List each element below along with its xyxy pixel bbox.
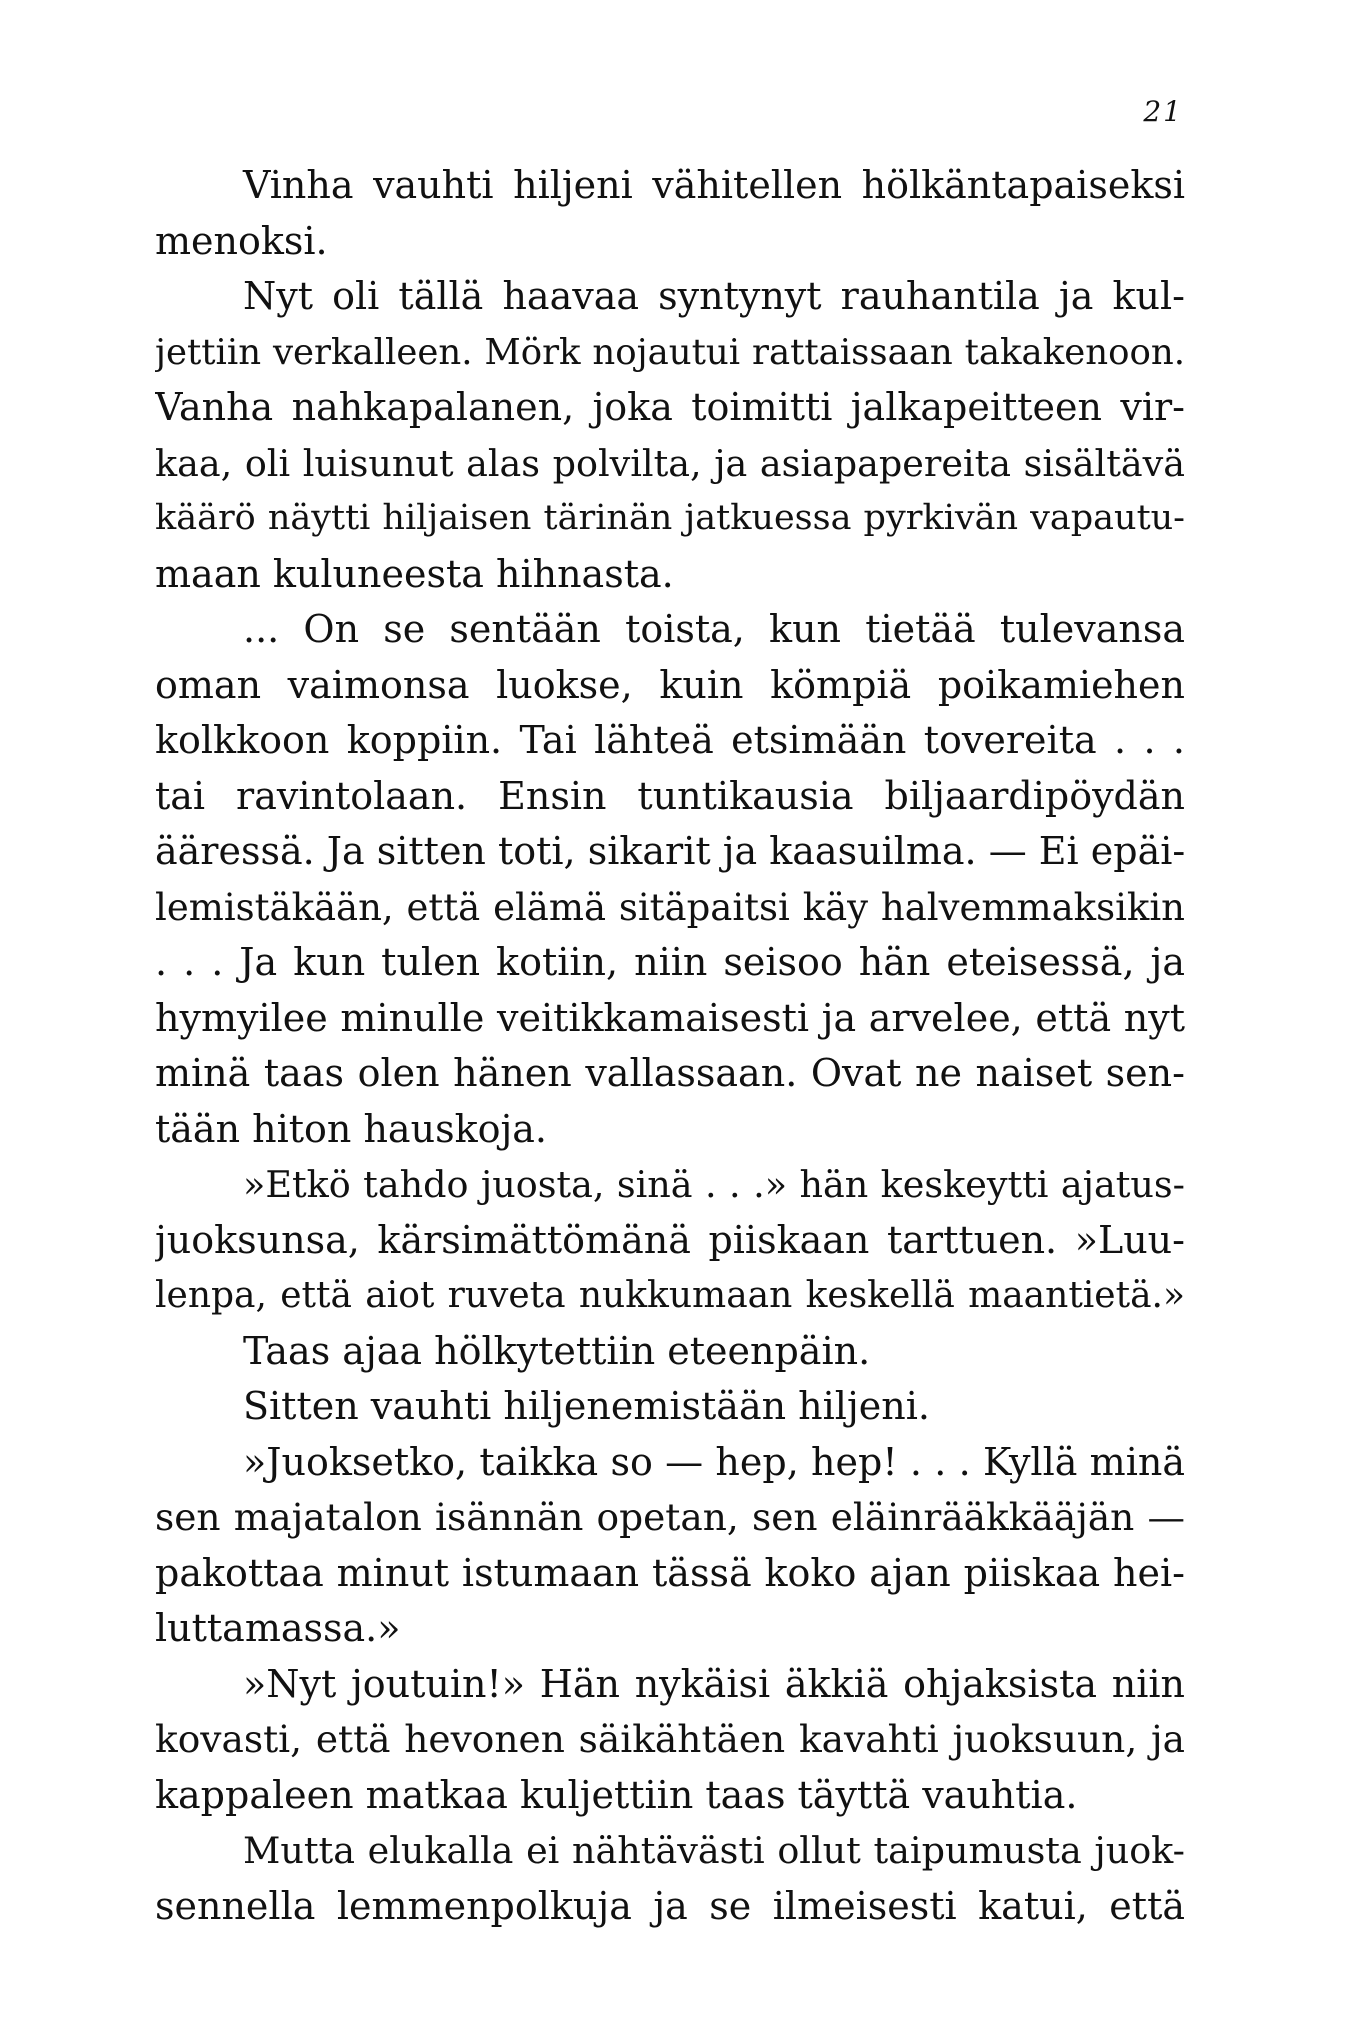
text-line: kovasti, että hevonen säikähtäen kavahti juoksuun, ja bbox=[155, 1717, 1185, 1761]
text-line: tään hiton hauskoja. bbox=[155, 1106, 547, 1151]
text-line: sen majatalon isännän opetan, sen eläinrääkkääjän — bbox=[155, 1495, 1185, 1539]
text-line: ääressä. Ja sitten toti, sikarit ja kaasuilma. — Ei epäi- bbox=[155, 829, 1185, 873]
text-line: Taas ajaa hölkytettiin eteenpäin. bbox=[243, 1328, 871, 1373]
text-line: lemistäkään, että elämä sitäpaitsi käy halvemmaksikin bbox=[155, 885, 1185, 929]
text-line: Sitten vauhti hiljenemistään hiljeni. bbox=[243, 1384, 930, 1428]
page-number: 21 bbox=[1143, 95, 1183, 128]
text-line: menoksi. bbox=[155, 218, 328, 263]
text-line: sennella lemmenpolkuja ja se ilmeisesti katui, että bbox=[155, 1883, 1185, 1928]
text-line: lenpa, että aiot ruveta nukkumaan keskellä maantietä.» bbox=[155, 1275, 1185, 1316]
text-line: Nyt oli tällä haavaa syntynyt rauhantila ja kul- bbox=[243, 274, 1185, 318]
text-line: kolkkoon koppiin. Tai lähteä etsimään tovereita . . . bbox=[155, 718, 1185, 762]
text-line: kappaleen matkaa kuljettiin taas täyttä vauhtia. bbox=[155, 1772, 1078, 1817]
text-line: hymyilee minulle veitikkamaisesti ja arvelee, että nyt bbox=[155, 995, 1185, 1040]
text-line: pakottaa minut istumaan tässä koko ajan piiskaa hei- bbox=[155, 1550, 1185, 1595]
text-line: oman vaimonsa luokse, kuin kömpiä poikamiehen bbox=[155, 662, 1185, 707]
text-line: jettiin verkalleen. Mörk nojautui rattaissaan takakenoon. bbox=[155, 331, 1185, 373]
text-line: Vanha nahkapalanen, joka toimitti jalkapeitteen vir- bbox=[155, 385, 1185, 429]
text-line: luttamassa.» bbox=[155, 1606, 401, 1650]
text-line: »Etkö tahdo juosta, sinä . . .» hän keskeytti ajatus- bbox=[243, 1163, 1185, 1206]
text-line: maan kuluneesta hihnasta. bbox=[155, 551, 674, 596]
text-line: kaa, oli luisunut alas polvilta, ja asiapapereita sisältävä bbox=[155, 441, 1185, 485]
text-line: minä taas olen hänen vallassaan. Ovat ne naiset sen- bbox=[155, 1051, 1185, 1095]
text-line: ... On se sentään toista, kun tietää tulevansa bbox=[243, 607, 1185, 651]
text-line: Vinha vauhti hiljeni vähitellen hölkäntapaiseksi bbox=[243, 163, 1185, 207]
text-line: »Nyt joutuin!» Hän nykäisi äkkiä ohjaksista niin bbox=[243, 1661, 1185, 1706]
text-line: käärö näytti hiljaisen tärinän jatkuessa pyrkivän vapautu- bbox=[155, 498, 1185, 538]
text-line: . . . Ja kun tulen kotiin, niin seisoo hän eteisessä, ja bbox=[155, 940, 1185, 984]
body-text bbox=[155, 158, 1185, 1934]
text-line: juoksunsa, kärsimättömänä piiskaan tarttuen. »Luu- bbox=[155, 1217, 1185, 1262]
text-line: »Juoksetko, taikka so — hep, hep! . . . Kyllä minä bbox=[243, 1439, 1185, 1484]
text-line: Mutta elukalla ei nähtävästi ollut taipumusta juok- bbox=[243, 1829, 1185, 1872]
text-line: tai ravintolaan. Ensin tuntikausia biljaardipöydän bbox=[155, 773, 1185, 818]
